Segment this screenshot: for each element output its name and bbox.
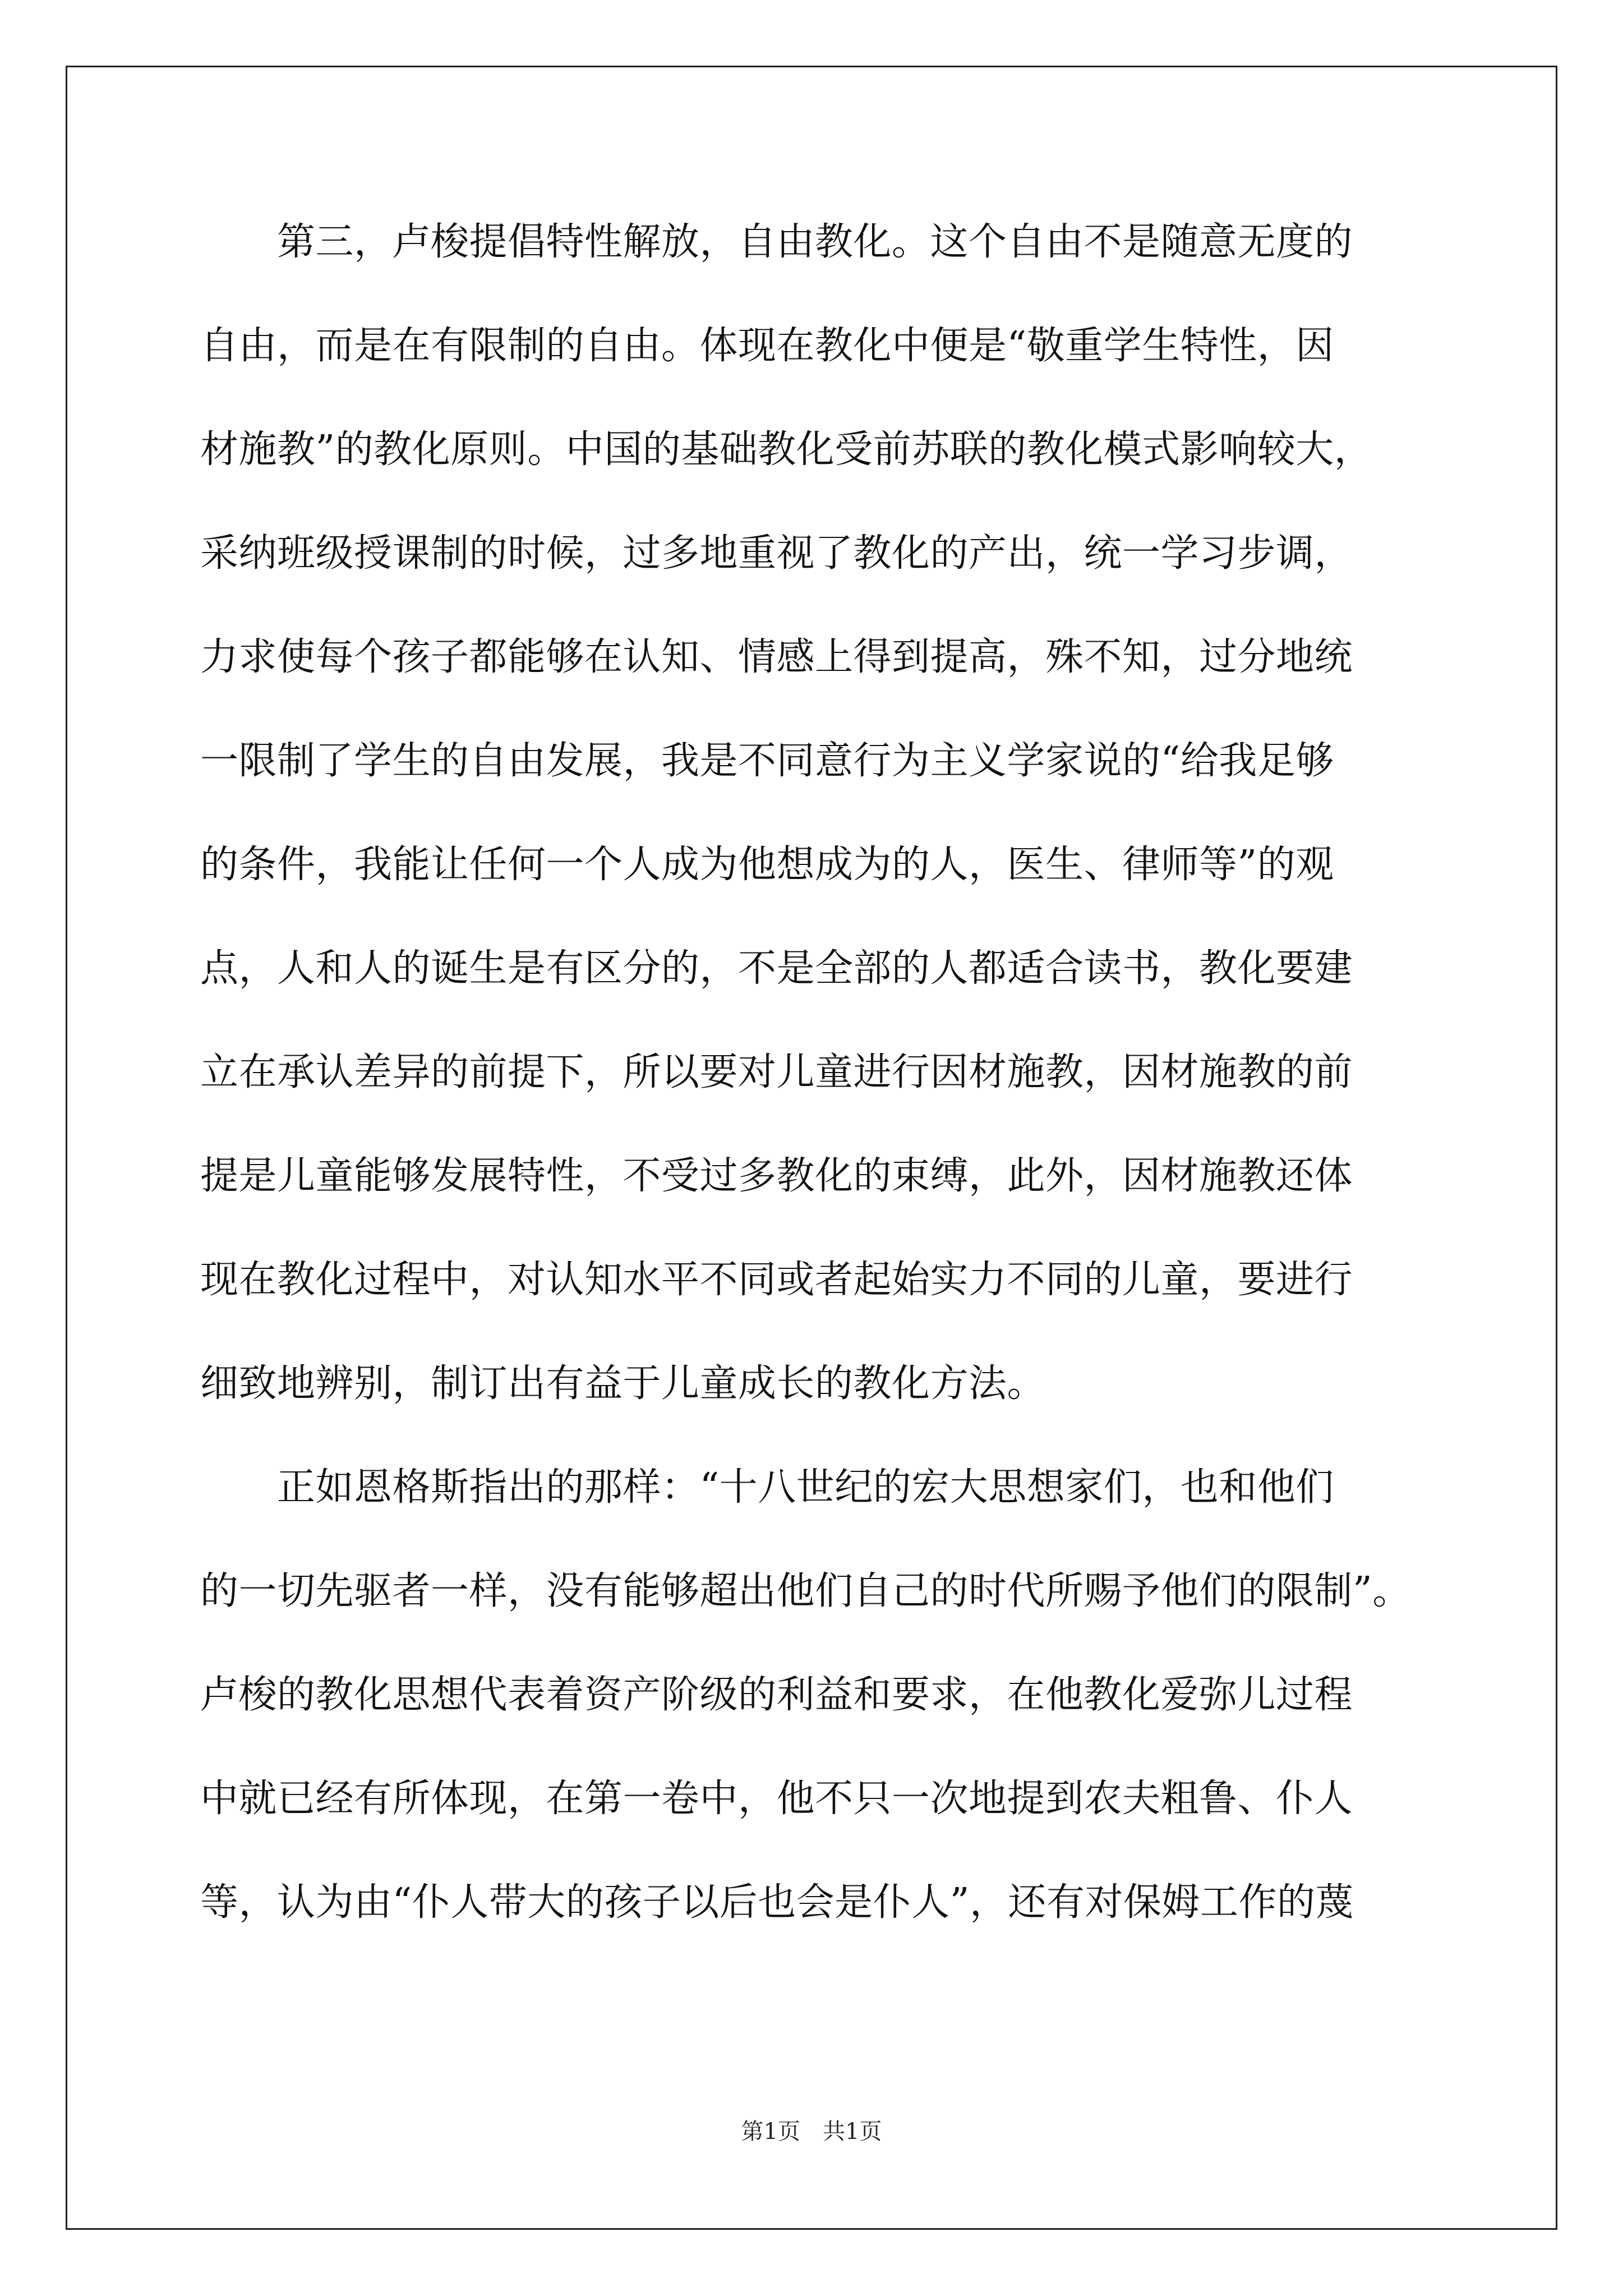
text-line: 等，认为由“仆人带大的孩子以后也会是仆人”，还有对保姆工作的蔑: [200, 1880, 1354, 1925]
text-line: 正如恩格斯指出的那样：“十八世纪的宏大思想家们，也和他们: [200, 1465, 1334, 1510]
text-line: 材施教”的教化原则。中国的基础教化受前苏联的教化模式影响较大，: [200, 427, 1373, 472]
text-line: 卢梭的教化思想代表着资产阶级的利益和要求，在他教化爱弥儿过程: [200, 1673, 1353, 1717]
text-line: 的一切先驱者一样，没有能够超出他们自己的时代所赐予他们的限制”。: [200, 1569, 1411, 1613]
text-line: 点，人和人的诞生是有区分的，不是全部的人都适合读书，教化要建: [200, 946, 1353, 991]
text-line: 第三，卢梭提倡特性解放，自由教化。这个自由不是随意无度的: [200, 220, 1353, 264]
page-number: 第1页: [741, 2119, 800, 2145]
text-line: 现在教化过程中，对认知水平不同或者起始实力不同的儿童，要进行: [200, 1258, 1353, 1302]
page-footer: [0, 2115, 1623, 2148]
page-total: 共1页: [823, 2119, 882, 2145]
text-line: 提是儿童能够发展特性，不受过多教化的束缚，此外，因材施教还体: [200, 1154, 1353, 1198]
text-line: 立在承认差异的前提下，所以要对儿童进行因材施教，因材施教的前: [200, 1050, 1353, 1094]
text-line: 的条件，我能让任何一个人成为他想成为的人，医生、律师等”的观: [200, 843, 1334, 887]
text-line: 采纳班级授课制的时候，过多地重视了教化的产出，统一学习步调，: [200, 531, 1353, 576]
text-line: 细致地辨别，制订出有益于儿童成长的教化方法。: [200, 1361, 1046, 1406]
text-line: 力求使每个孩子都能够在认知、情感上得到提高，殊不知，过分地统: [200, 635, 1353, 679]
text-line: 一限制了学生的自由发展，我是不同意行为主义学家说的“给我足够: [200, 739, 1334, 783]
text-line: 中就已经有所体现，在第一卷中，他不只一次地提到农夫粗鲁、仆人: [200, 1777, 1353, 1821]
text-line: 自由，而是在有限制的自由。体现在教化中便是“敬重学生特性，因: [200, 324, 1334, 368]
